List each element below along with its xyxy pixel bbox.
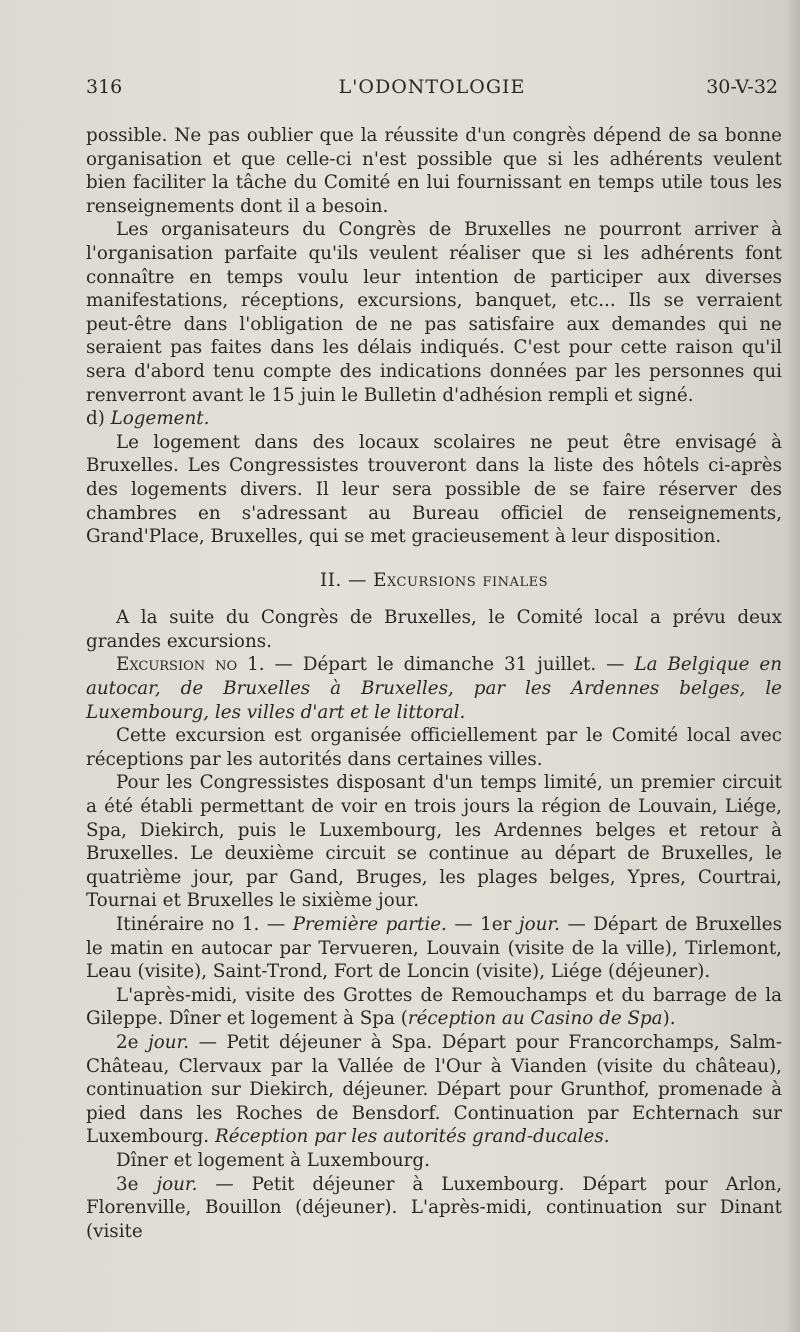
- paragraph-excursion-1: [86, 653, 782, 724]
- afternoon-reception: réception au Casino de Spa: [407, 1008, 663, 1030]
- paragraph-excursion-official: Cette excursion est organisée officiellement par le Comité local avec réceptions par les autorités dans certaines villes.: [86, 725, 782, 770]
- day1-text: — Départ de Bruxelles le matin en autocar par Tervueren, Louvain (visite de la ville), Tirlemont, Leau (visite), Saint-Trond, Fort de Loncin (visite), Liége (déjeuner).: [86, 914, 782, 983]
- page-edge-shadow: [786, 0, 800, 1332]
- day2-label: jour.: [148, 1031, 190, 1053]
- section-heading-excursions: II. — Excursions finales: [320, 569, 548, 591]
- paragraph-day2: [86, 1031, 782, 1149]
- page-number: 316: [86, 76, 123, 98]
- itineraire-label: Itinéraire no 1. —: [116, 914, 293, 935]
- excursion-description: La Belgique en autocar, de Bruxelles à Bruxelles, par les Ardennes belges, le Luxembourg, les villes d'art et le littoral.: [86, 654, 782, 723]
- subsection-label: d): [86, 408, 105, 430]
- running-header: [86, 76, 778, 104]
- afternoon-close: ).: [662, 1008, 676, 1030]
- subsection-logement-heading: [86, 407, 782, 431]
- paragraph-day1-afternoon: [86, 984, 782, 1031]
- day3-text: — Petit déjeuner à Luxembourg. Départ pour Arlon, Florenville, Bouillon (déjeuner). L'après-midi, continuation sur Dinant (visite: [86, 1173, 783, 1242]
- journal-title: L'ODONTOLOGIE: [338, 76, 526, 98]
- paragraph-logement: Le logement dans des locaux scolaires ne peut être envisagé à Bruxelles. Les Congressistes trouveront dans la liste des hôtels ci-après des logements divers. Il leur sera possible de se faire réserver des chambres en s'adressant au Bureau officiel de renseignements, Grand'Place, Bruxelles, qui se met gracieusement à leur disposition.: [86, 431, 782, 548]
- day2-reception: Réception par les autorités grand-ducales.: [214, 1126, 610, 1148]
- excursion-label: Excursion no 1.: [116, 654, 265, 676]
- itineraire-part: Première partie.: [292, 914, 447, 935]
- day1-label: jour.: [518, 914, 560, 935]
- paragraph-day3: [86, 1173, 782, 1244]
- day2-number: 2e: [116, 1031, 149, 1053]
- issue-date: 30-V-32: [706, 76, 778, 98]
- paragraph-excursions-intro: A la suite du Congrès de Bruxelles, le Comité local a prévu deux grandes excursions.: [86, 607, 782, 652]
- day2-text: — Petit déjeuner à Spa. Départ pour Francorchamps, Salm-Château, Clervaux par la Vallée de l'Our à Vianden (visite du château), continuation sur Diekirch, déjeuner. Départ pour Grunthof, promenade à pied dans les Roches de Bensdorf. Continuation par Echternach sur Luxembourg.: [86, 1031, 782, 1148]
- day3-number: 3e: [116, 1173, 157, 1195]
- excursion-date: — Départ le dimanche 31 juillet. —: [264, 654, 635, 676]
- day1-number: — 1er: [446, 914, 519, 935]
- paragraph-day2-dinner: Dîner et logement à Luxembourg.: [116, 1149, 430, 1171]
- body-text: [86, 124, 782, 1243]
- paragraph-continuation: possible. Ne pas oublier que la réussite d'un congrès dépend de sa bonne organisation et que celle-ci n'est possible que si les adhérents veulent bien faciliter la tâche du Comité en lui fournissant en temps utile tous les renseignements dont il a besoin.: [86, 125, 782, 217]
- subsection-title: Logement.: [110, 408, 210, 430]
- paragraph-circuits: Pour les Congressistes disposant d'un temps limité, un premier circuit a été établi permettant de voir en trois jours la région de Louvain, Liége, Spa, Diekirch, puis le Luxembourg, les Ardennes belges et retour à Bruxelles. Le deuxième circuit se continue au départ de Bruxelles, le quatrième jour, par Gand, Bruges, les plages belges, Ypres, Courtrai, Tournai et Bruxelles le sixième jour.: [86, 772, 782, 912]
- afternoon-text: L'après-midi, visite des Grottes de Remouchamps et du barrage de la Gileppe. Dîner et logement à Spa (: [86, 984, 782, 1030]
- day3-label: jour.: [156, 1173, 198, 1195]
- paragraph-organisateurs: Les organisateurs du Congrès de Bruxelles ne pourront arriver à l'organisation parfaite qu'ils veulent réaliser que si les adhérents font connaître en temps voulu leur intention de participer aux diverses manifestations, réceptions, excursions, banquet, etc... Ils se verraient peut-être dans l'obligation de ne pas satisfaire aux demandes qui ne seraient pas faites dans les délais indiqués. C'est pour cette raison qu'il sera d'abord tenu compte des indications données par les personnes qui renverront avant le 15 juin le Bulletin d'adhésion rempli et signé.: [86, 219, 782, 406]
- paragraph-itineraire-day1: [86, 913, 782, 984]
